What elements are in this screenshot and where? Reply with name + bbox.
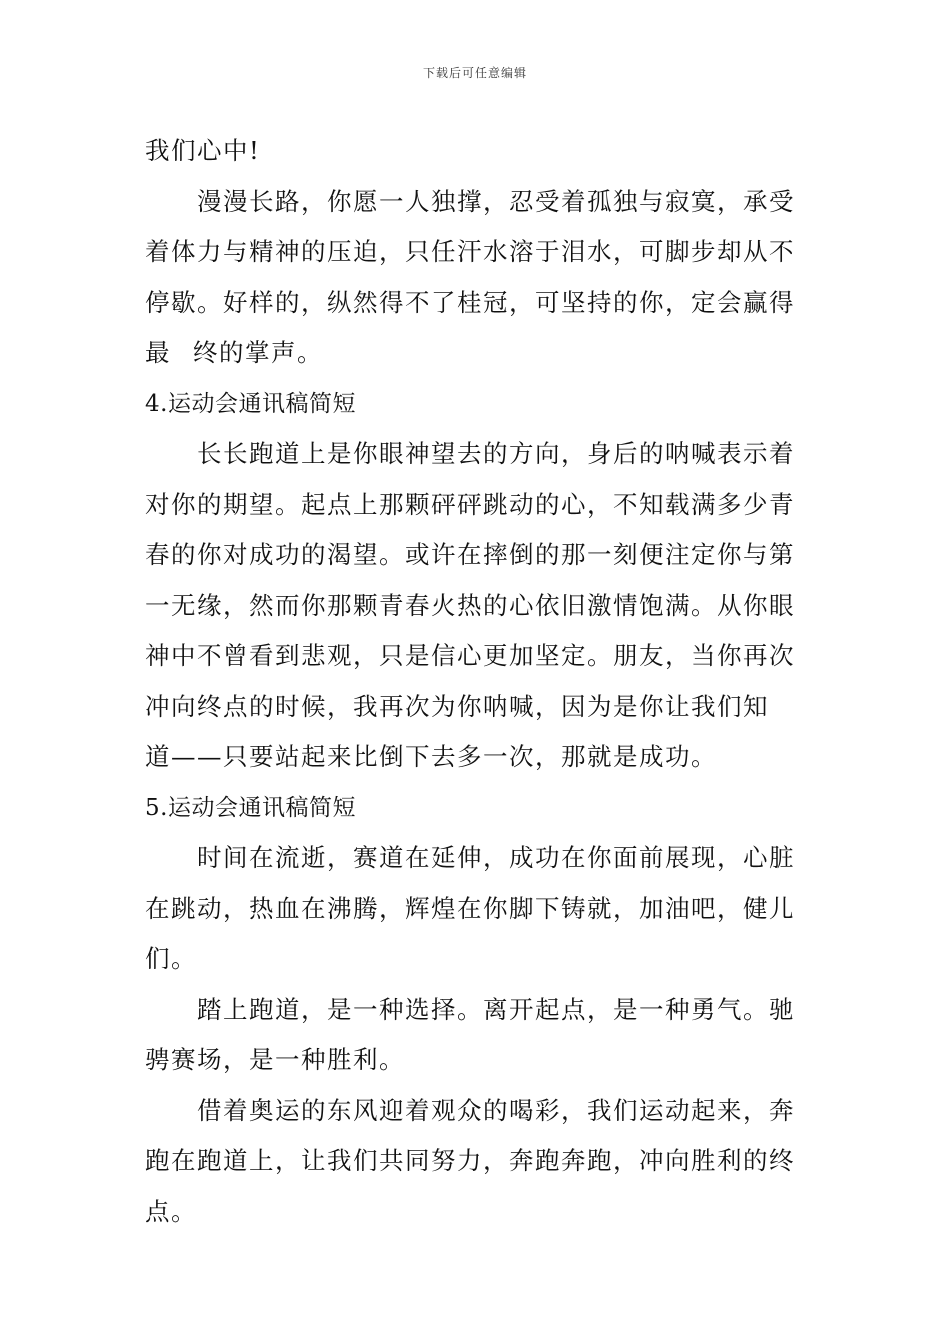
text-line: 我们心中! <box>145 136 261 165</box>
page-header: 下载后可任意编辑 <box>422 66 527 80</box>
paragraph-start-line: 时间在流逝，赛道在延伸，成功在你面前展现，心脏 <box>197 843 795 872</box>
text-line: 神中不曾看到悲观，只是信心更加坚定。朋友，当你再次 <box>145 641 795 670</box>
section-heading-4: 4.运动会通讯稿简短 <box>145 390 356 417</box>
text-line: 对你的期望。起点上那颗砰砰跳动的心，不知载满多少青 <box>145 489 795 519</box>
document-body <box>145 126 807 1237</box>
text-line: 道——只要站起来比倒下去多一次，那就是成功。 <box>145 742 717 771</box>
paragraph-start-line: 借着奥运的东风迎着观众的喝彩，我们运动起来，奔 <box>197 1095 795 1125</box>
text-line: 冲向终点的时候，我再次为你呐喊，因为是你让我们知 <box>145 691 769 721</box>
section-heading-5: 5.运动会通讯稿简短 <box>145 794 356 821</box>
text-line: 跑在跑道上，让我们共同努力，奔跑奔跑，冲向胜利的终 <box>145 1146 795 1175</box>
paragraph-start-line: 踏上跑道，是一种选择。离开起点，是一种勇气。驰 <box>197 994 795 1024</box>
text-fragment: 最 <box>145 338 171 367</box>
text-fragment: 终的掌声。 <box>193 338 323 367</box>
text-line: 在跳动，热血在沸腾，辉煌在你脚下铸就，加油吧，健儿 <box>145 893 795 923</box>
paragraph-start-line: 漫漫长路，你愿一人独撑，忍受着孤独与寂寞，承受 <box>197 186 795 216</box>
paragraph-start-line: 长长跑道上是你眼神望去的方向，身后的呐喊表示着 <box>197 439 795 468</box>
text-line: 点。 <box>145 1196 197 1226</box>
text-line: 们。 <box>145 944 197 973</box>
text-line: 着体力与精神的压迫，只任汗水溶于泪水，可脚步却从不 <box>145 237 795 266</box>
text-line: 停歇。好样的，纵然得不了桂冠，可坚持的你，定会赢得 <box>145 287 795 317</box>
text-line: 春的你对成功的渴望。或许在摔倒的那一刻便注定你与第 <box>145 540 795 569</box>
text-line <box>145 328 807 379</box>
text-line: 一无缘，然而你那颗青春火热的心依旧激情饱满。从你眼 <box>145 590 795 620</box>
text-line: 骋赛场，是一种胜利。 <box>145 1045 405 1074</box>
